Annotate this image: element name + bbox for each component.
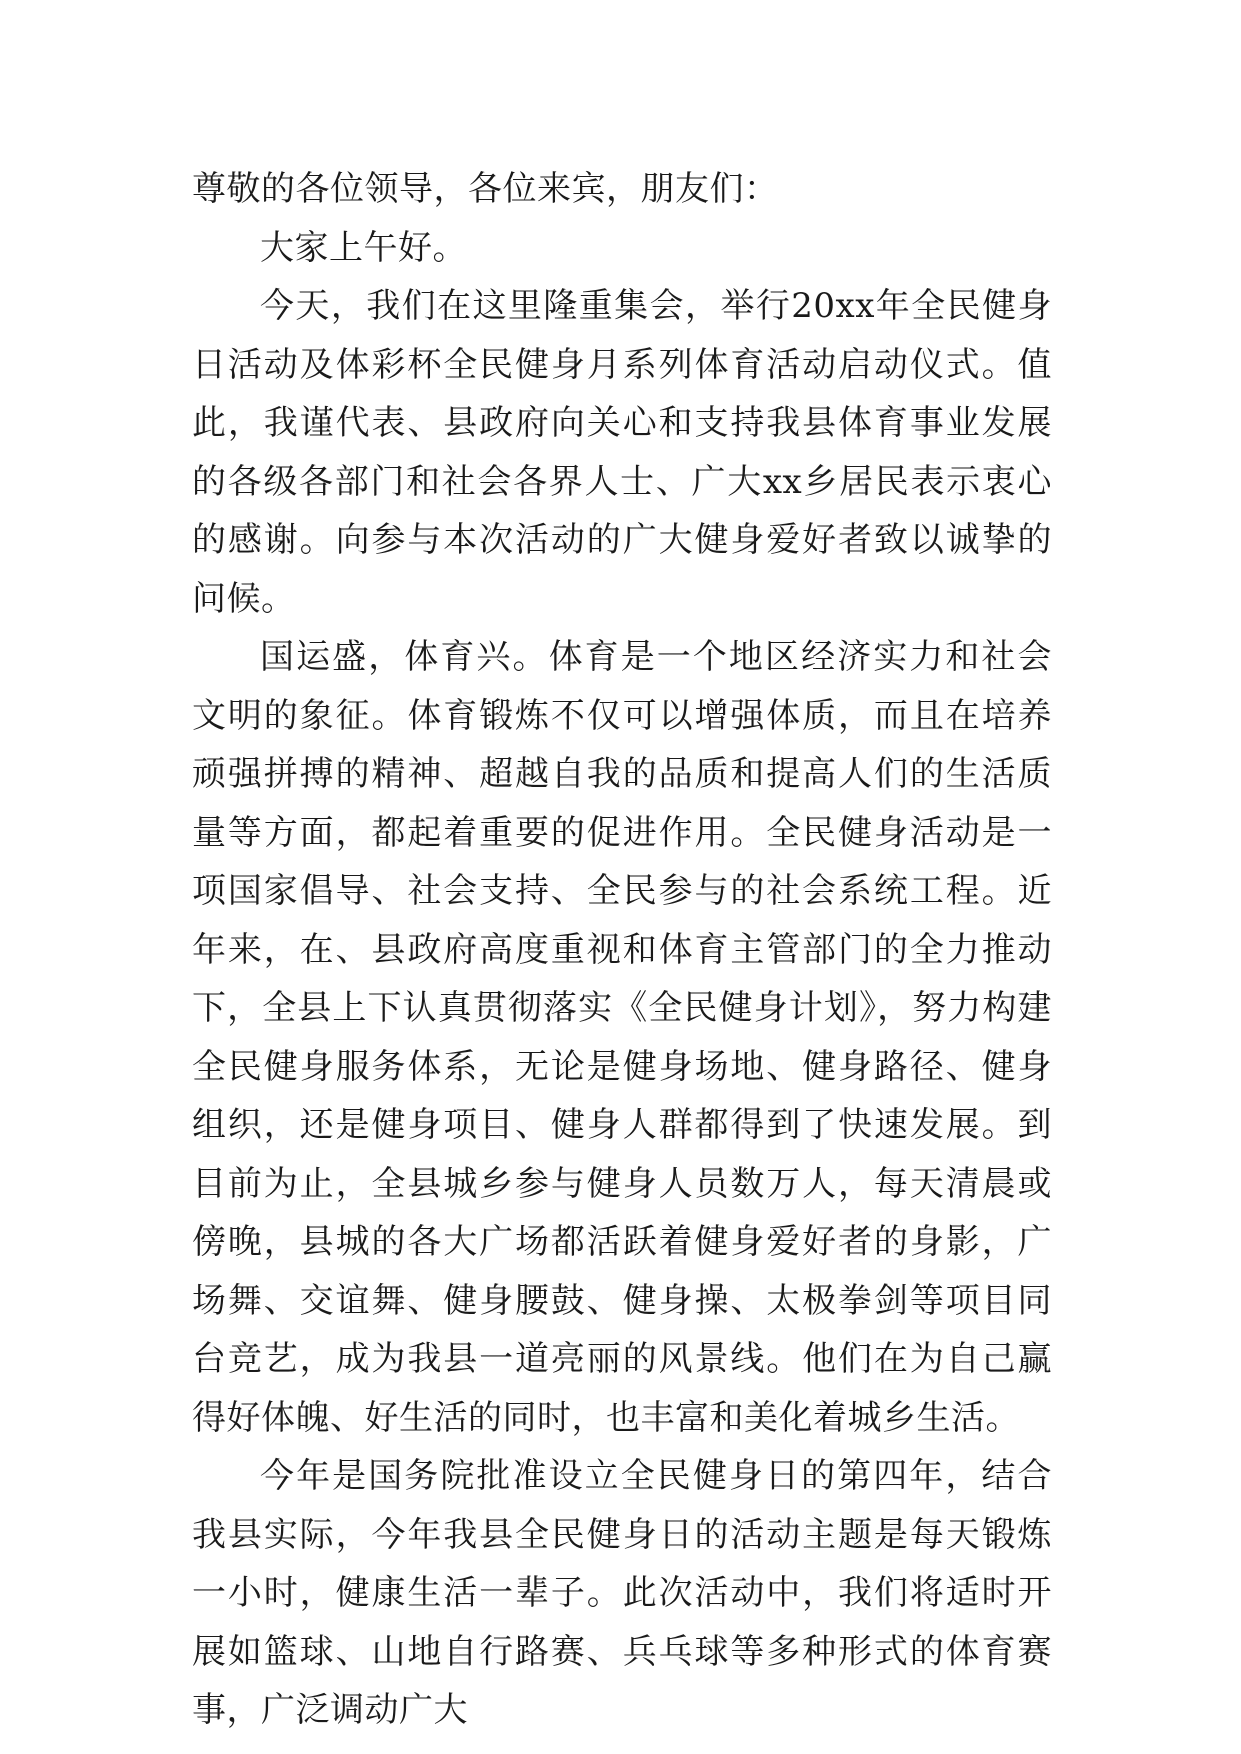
salutation: 尊敬的各位领导，各位来宾，朋友们：: [192, 169, 779, 209]
paragraph-activity-theme: 今年是国务院批准设立全民健身日的第四年，结合我县实际，今年我县全民健身日的活动主题是每天锻炼一小时，健康生活一辈子。此次活动中，我们将适时开展如篮球、山地自行路赛、兵乓球等多种形式的体育赛事，广泛调动广大: [192, 1456, 1052, 1730]
paragraph-opening: 今天，我们在这里隆重集会，举行20xx年全民健身日活动及体彩杯全民健身月系列体育活动启动仪式。值此，我谨代表、县政府向关心和支持我县体育事业发展的各级各部门和社会各界人士、广大xx乡居民表示衷心的感谢。向参与本次活动的广大健身爱好者致以诚挚的问候。: [192, 286, 1052, 619]
paragraph-greeting: 大家上午好。: [260, 227, 467, 268]
document-body: [192, 160, 1052, 1740]
paragraph-sports-development: 国运盛，体育兴。体育是一个地区经济实力和社会文明的象征。体育锻炼不仅可以增强体质，而且在培养顽强拼搏的精神、超越自我的品质和提高人们的生活质量等方面，都起着重要的促进作用。全民健身活动是一项国家倡导、社会支持、全民参与的社会系统工程。近年来，在、县政府高度重视和体育主管部门的全力推动下，全县上下认真贯彻落实《全民健身计划》，努力构建全民健身服务体系，无论是健身场地、健身路径、健身组织，还是健身项目、健身人群都得到了快速发展。到目前为止，全县城乡参与健身人员数万人，每天清晨或傍晚，县城的各大广场都活跃着健身爱好者的身影，广场舞、交谊舞、健身腰鼓、健身操、太极拳剑等项目同台竞艺，成为我县一道亮丽的风景线。他们在为自己赢得好体魄、好生活的同时，也丰富和美化着城乡生活。: [192, 637, 1052, 1438]
